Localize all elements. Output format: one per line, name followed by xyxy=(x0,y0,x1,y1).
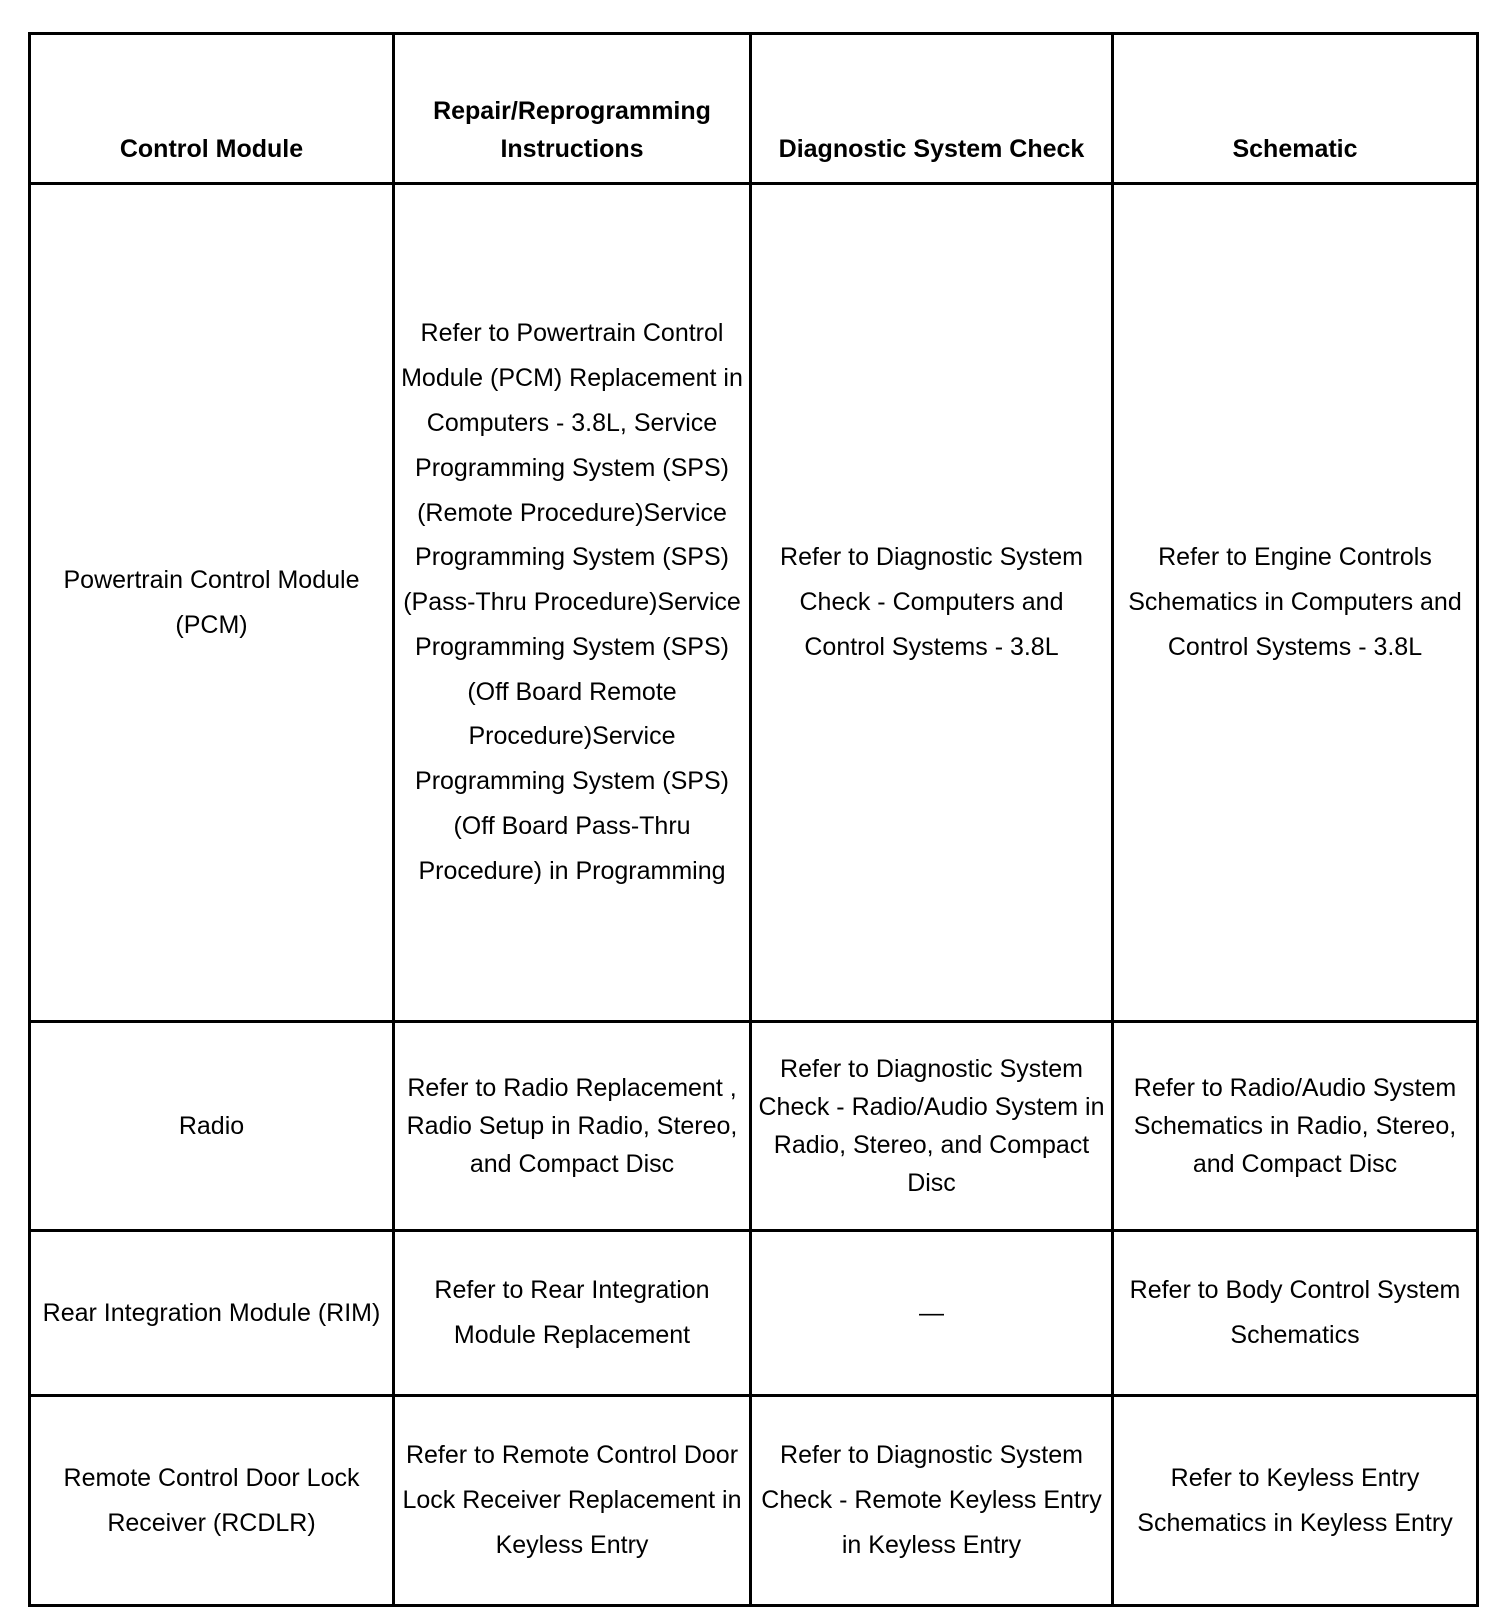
header-control-module: Control Module xyxy=(30,34,394,184)
table-body xyxy=(30,184,1478,1606)
table-row xyxy=(30,1022,1478,1231)
table-row xyxy=(30,1396,1478,1606)
table-row xyxy=(30,1231,1478,1396)
cell-repair: Refer to Rear Integration Module Replacement xyxy=(394,1231,751,1396)
cell-module: Powertrain Control Module (PCM) xyxy=(30,184,394,1022)
cell-module: Radio xyxy=(30,1022,394,1231)
header-diagnostic-system-check: Diagnostic System Check xyxy=(751,34,1113,184)
cell-module: Rear Integration Module (RIM) xyxy=(30,1231,394,1396)
control-module-table xyxy=(28,32,1479,1607)
cell-diagnostic: — xyxy=(751,1231,1113,1396)
cell-schematic: Refer to Engine Controls Schematics in Computers and Control Systems - 3.8L xyxy=(1113,184,1478,1022)
cell-diagnostic: Refer to Diagnostic System Check - Computers and Control Systems - 3.8L xyxy=(751,184,1113,1022)
header-schematic: Schematic xyxy=(1113,34,1478,184)
cell-schematic: Refer to Keyless Entry Schematics in Keyless Entry xyxy=(1113,1396,1478,1606)
cell-module: Remote Control Door Lock Receiver (RCDLR) xyxy=(30,1396,394,1606)
table-header xyxy=(30,34,1478,184)
cell-repair: Refer to Remote Control Door Lock Receiver Replacement in Keyless Entry xyxy=(394,1396,751,1606)
cell-diagnostic: Refer to Diagnostic System Check - Remote Keyless Entry in Keyless Entry xyxy=(751,1396,1113,1606)
header-row xyxy=(30,34,1478,184)
table-row xyxy=(30,184,1478,1022)
cell-diagnostic: Refer to Diagnostic System Check - Radio/Audio System in Radio, Stereo, and Compact Disc xyxy=(751,1022,1113,1231)
cell-schematic: Refer to Body Control System Schematics xyxy=(1113,1231,1478,1396)
cell-schematic: Refer to Radio/Audio System Schematics in Radio, Stereo, and Compact Disc xyxy=(1113,1022,1478,1231)
header-repair-instructions: Repair/Reprogramming Instructions xyxy=(394,34,751,184)
cell-repair: Refer to Powertrain Control Module (PCM) Replacement in Computers - 3.8L, Service Programming System (SPS) (Remote Procedure)Service Programming System (SPS) (Pass-Thru Procedure)Service Programming System (SPS) (Off Board Remote Procedure)Service Programming System (SPS) (Off Board Pass-Thru Procedure) in Programming xyxy=(394,184,751,1022)
cell-repair: Refer to Radio Replacement , Radio Setup in Radio, Stereo, and Compact Disc xyxy=(394,1022,751,1231)
